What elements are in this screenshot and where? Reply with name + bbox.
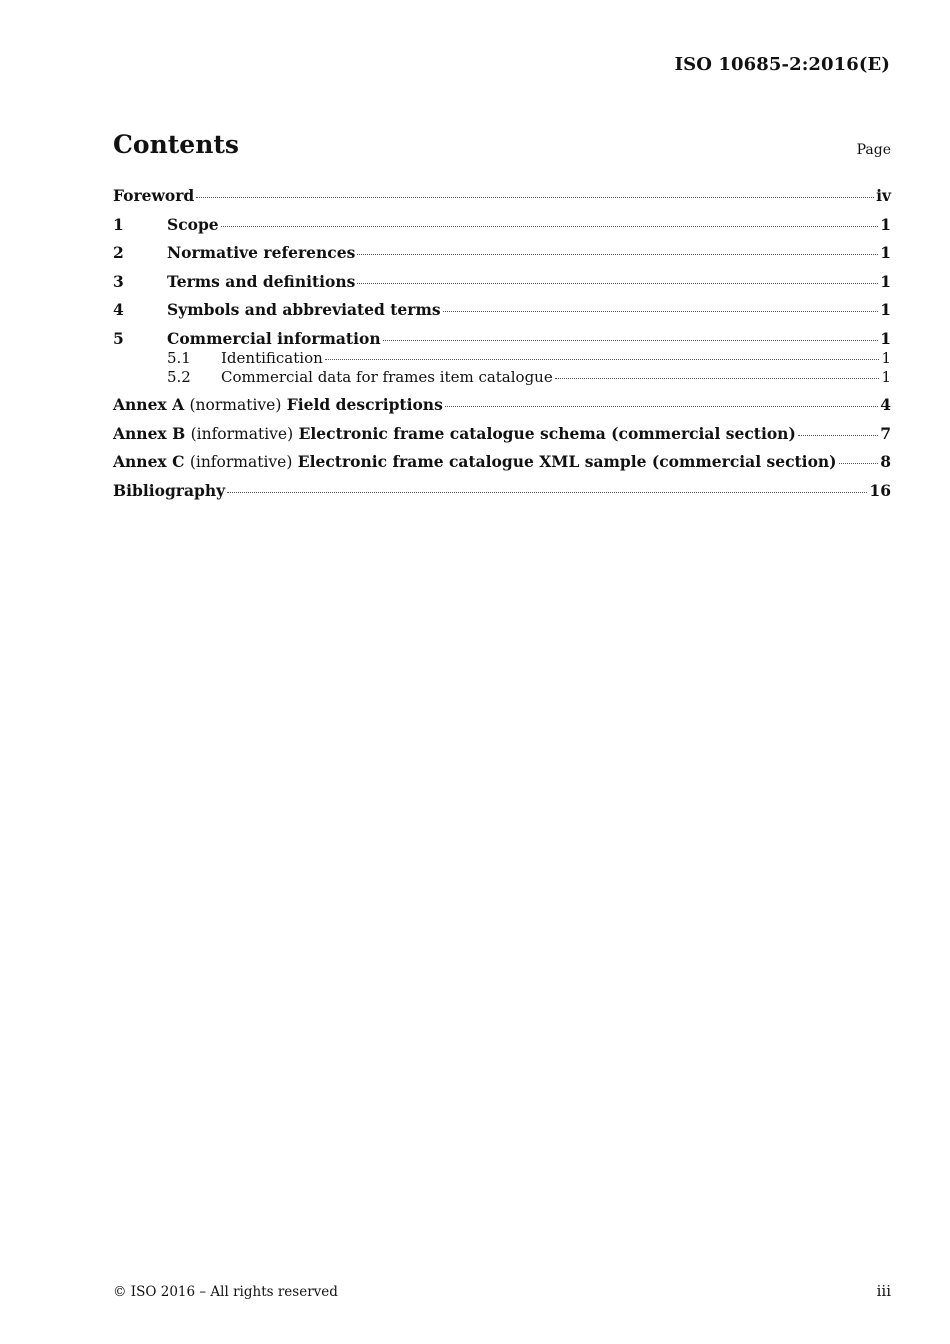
toc-entry-number: 5.2 [167,367,191,386]
toc-annex-label: Annex B [113,423,186,443]
dot-leader [555,378,880,379]
toc-entry-page: 1 [881,348,891,367]
toc-entry-title: Scope [167,214,219,234]
toc-entry-title: Commercial data for frames item catalogue [221,367,553,386]
dot-leader [443,311,879,312]
toc-annex-kind: (informative) [190,424,294,443]
dot-leader [196,197,874,198]
toc-annex-label: Annex C [113,452,185,471]
toc-entry-symbols-and-abbreviated-terms[interactable] [113,300,891,320]
toc-entry-page: 7 [880,423,891,443]
dot-leader [357,283,878,284]
toc-entry-number: 1 [113,214,124,234]
toc-entry-title: Field descriptions [286,395,443,414]
dot-leader [357,254,878,255]
toc-entry-scope[interactable] [113,215,891,235]
toc-entry-page: 1 [880,300,891,319]
toc-annex-label: Annex A [113,395,185,414]
toc-entry-normative-references[interactable] [113,243,891,263]
toc-entry-title: Terms and definitions [167,271,356,291]
toc-entry-annex-c[interactable] [113,452,891,472]
toc-entry-page: 1 [880,214,891,234]
toc-entry-page: 1 [881,367,891,386]
toc-entry-number: 4 [113,300,124,319]
page-column-label: Page [856,142,891,158]
toc-entry-terms-and-definitions[interactable] [113,272,891,292]
toc-entry-annex-b[interactable] [113,424,891,444]
toc-entry-number: 5 [113,328,124,348]
toc-annex-kind: (normative) [189,396,282,414]
dot-leader [383,340,879,341]
toc-entry-title: Bibliography [113,480,226,500]
toc-entry-page: 16 [869,480,891,500]
toc-entry-number: 5.1 [167,348,191,367]
toc-entry-page: 1 [880,328,891,348]
toc-entry-title: Electronic frame catalogue schema (commercial section) [298,423,796,443]
copyright-notice: © ISO 2016 – All rights reserved [113,1284,338,1300]
toc-annex-title [113,395,443,415]
toc-entry-title: Normative references [167,243,356,262]
toc-entry-title: Foreword [113,186,195,205]
toc-entry-page: iv [876,186,891,205]
document-id: ISO 10685-2:2016(E) [674,54,890,75]
toc-entry-page: 8 [880,452,891,471]
toc-entry-title: Commercial information [167,328,381,348]
contents-header [113,130,891,166]
toc-entry-title: Electronic frame catalogue XML sample (commercial section) [297,452,837,471]
toc-entry-page: 1 [880,243,891,262]
page-number: iii [876,1282,891,1300]
toc-entry-bibliography[interactable] [113,481,891,501]
toc-entry-title: Identification [221,348,323,367]
toc-entry-foreword[interactable] [113,186,891,206]
toc-subentry-commercial-data[interactable] [113,368,891,387]
dot-leader [798,435,878,436]
contents-title: Contents [113,130,240,159]
dot-leader [221,226,879,227]
toc-entry-annex-a[interactable] [113,395,891,415]
table-of-contents [113,186,891,501]
toc-annex-kind: (informative) [189,453,293,471]
toc-subentry-identification[interactable] [113,349,891,368]
toc-entry-number: 3 [113,271,124,291]
dot-leader [227,492,867,493]
toc-annex-title [113,424,796,444]
toc-entry-page: 4 [880,395,891,414]
toc-entry-title: Symbols and abbreviated terms [167,300,441,319]
toc-entry-commercial-information[interactable] [113,329,891,349]
toc-entry-number: 2 [113,243,124,262]
toc-annex-title [113,452,837,472]
toc-entry-page: 1 [880,271,891,291]
dot-leader [839,463,879,464]
dot-leader [325,359,880,360]
dot-leader [445,406,878,407]
